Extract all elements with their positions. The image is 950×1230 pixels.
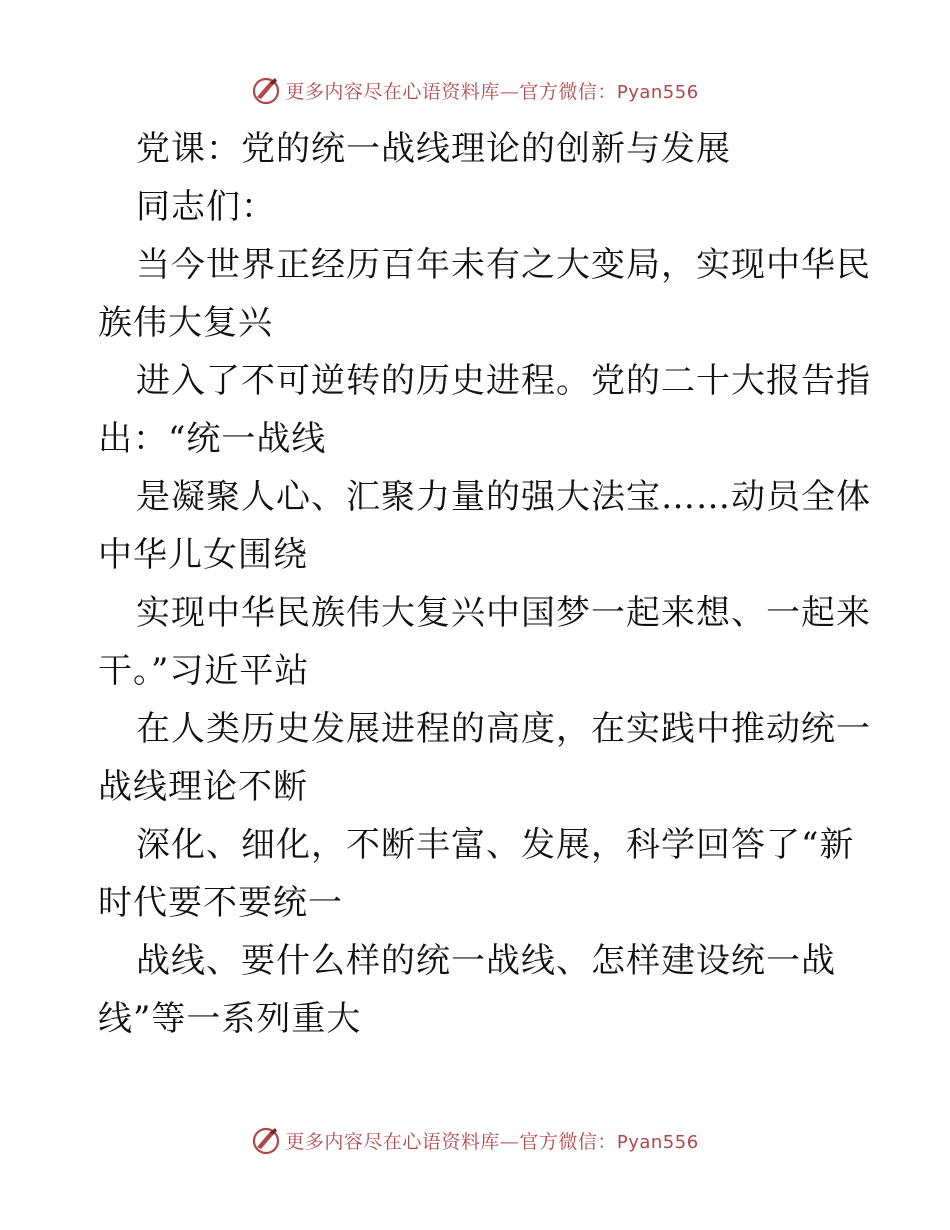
banner-site-name: 更多内容尽在心语资料库 bbox=[285, 1130, 500, 1153]
footer-banner bbox=[0, 1120, 950, 1160]
text-line: 中华儿女围绕 bbox=[98, 535, 308, 575]
text-line: 在人类历史发展进程的高度，在实践中推动统一 bbox=[136, 709, 871, 749]
text-line: 干。”习近平站 bbox=[98, 651, 310, 691]
header-banner bbox=[0, 70, 950, 110]
text-line: 深化、细化，不断丰富、发展，科学回答了“新 bbox=[136, 825, 855, 865]
banner-wechat-label: 官方微信： bbox=[519, 1130, 617, 1153]
text-line: 战线理论不断 bbox=[98, 767, 308, 807]
text-line: 时代要不要统一 bbox=[98, 883, 343, 923]
banner-wechat-id: Pyan556 bbox=[616, 1131, 699, 1153]
text-line: 进入了不可逆转的历史进程。党的二十大报告指 bbox=[136, 361, 871, 401]
banner-wechat-id: Pyan556 bbox=[616, 81, 699, 103]
text-line: 当今世界正经历百年未有之大变局，实现中华民 bbox=[136, 245, 871, 285]
text-line: 线”等一系列重大 bbox=[98, 999, 362, 1039]
text-line: 族伟大复兴 bbox=[98, 303, 273, 343]
text-line: 出：“统一战线 bbox=[98, 419, 327, 459]
text-line: 实现中华民族伟大复兴中国梦一起来想、一起来 bbox=[136, 593, 871, 633]
banner-text bbox=[285, 1127, 698, 1154]
brush-pen-logo-icon bbox=[251, 1125, 281, 1155]
salutation: 同志们： bbox=[136, 187, 276, 227]
banner-separator: — bbox=[499, 1130, 520, 1153]
banner-wechat-label: 官方微信： bbox=[519, 80, 617, 103]
text-line: 是凝聚人心、汇聚力量的强大法宝……动员全体 bbox=[136, 477, 871, 517]
banner-text bbox=[285, 77, 698, 104]
document-body bbox=[98, 120, 871, 1048]
banner-separator: — bbox=[499, 80, 520, 103]
document-title: 党课：党的统一战线理论的创新与发展 bbox=[136, 129, 731, 169]
brush-pen-logo-icon bbox=[251, 75, 281, 105]
text-line: 战线、要什么样的统一战线、怎样建设统一战 bbox=[136, 941, 836, 981]
banner-site-name: 更多内容尽在心语资料库 bbox=[285, 80, 500, 103]
